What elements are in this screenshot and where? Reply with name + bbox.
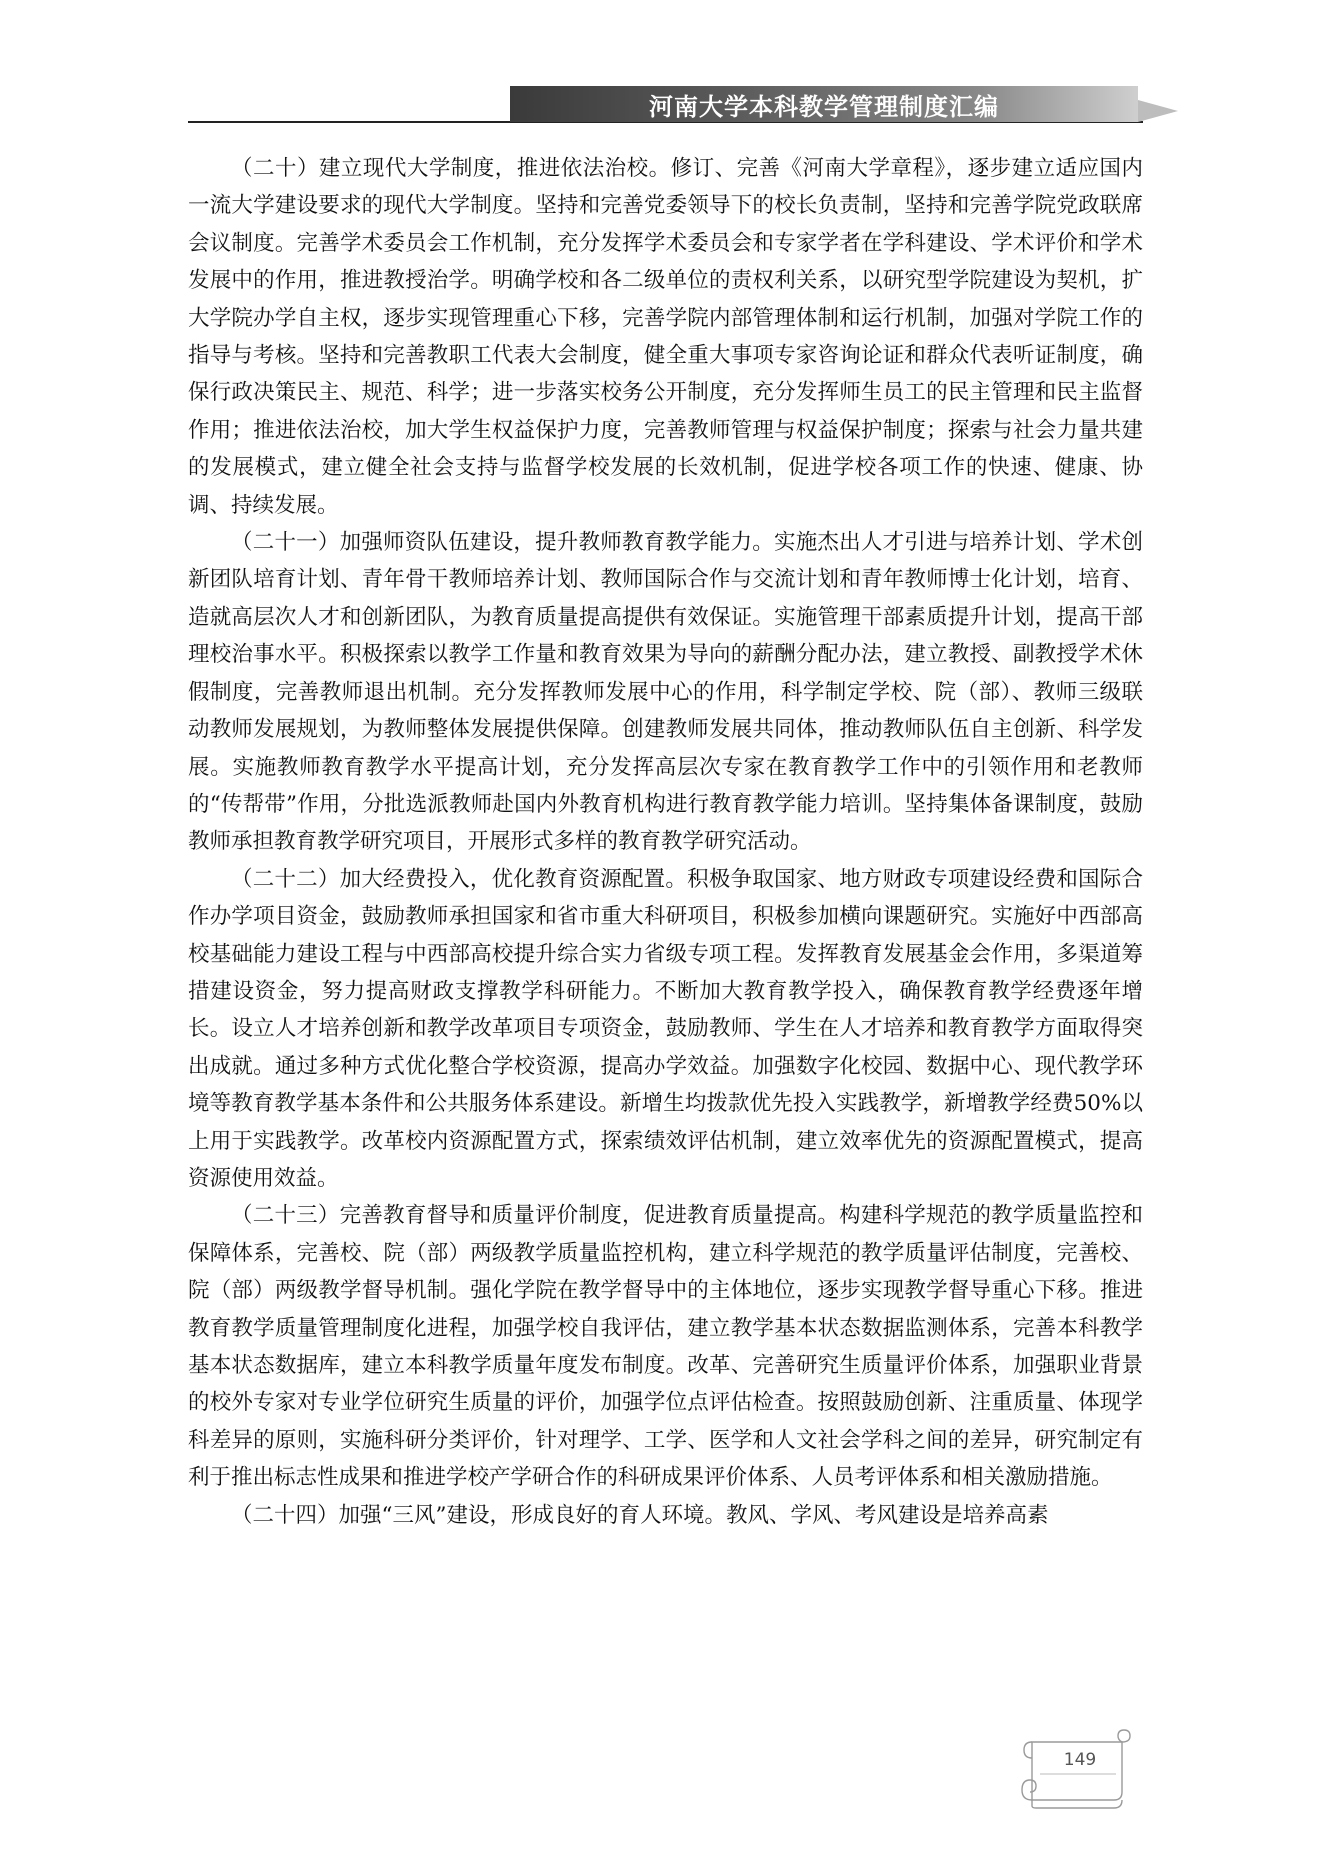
document-body	[188, 150, 1143, 1534]
running-header	[510, 86, 1138, 122]
page-number: 149	[1063, 1750, 1097, 1770]
paragraph-24: （二十四）加强“三风”建设，形成良好的育人环境。教风、学风、考风建设是培养高素	[231, 1502, 1049, 1528]
header-arrow-icon	[1138, 100, 1178, 122]
paragraph-22: （二十二）加大经费投入，优化教育资源配置。积极争取国家、地方财政专项建设经费和国际合作办学项目资金，鼓励教师承担国家和省市重大科研项目，积极参加横向课题研究。实施好中西部高校基础能力建设工程与中西部高校提升综合实力省级专项工程。发挥教育发展基金会作用，多渠道筹措建设资金，努力提高财政支撑教学科研能力。不断加大教育教学投入，确保教育教学经费逐年增长。设立人才培养创新和教学改革项目专项资金，鼓励教师、学生在人才培养和教育教学方面取得突出成就。通过多种方式优化整合学校资源，提高办学效益。加强数字化校园、数据中心、现代教学环境等教育教学基本条件和公共服务体系建设。新增生均拨款优先投入实践教学，新增教学经费50%以上用于实践教学。改革校内资源配置方式，探索绩效评估机制，建立效率优先的资源配置模式，提高资源使用效益。	[188, 866, 1143, 1191]
running-header-title: 河南大学本科教学管理制度汇编	[649, 91, 999, 121]
page-number-badge	[1018, 1728, 1136, 1810]
paragraph-21: （二十一）加强师资队伍建设，提升教师教育教学能力。实施杰出人才引进与培养计划、学术创新团队培育计划、青年骨干教师培养计划、教师国际合作与交流计划和青年教师博士化计划，培育、造就高层次人才和创新团队，为教育质量提高提供有效保证。实施管理干部素质提升计划，提高干部理校治事水平。积极探索以教学工作量和教育效果为导向的薪酬分配办法，建立教授、副教授学术休假制度，完善教师退出机制。充分发挥教师发展中心的作用，科学制定学校、院（部）、教师三级联动教师发展规划，为教师整体发展提供保障。创建教师发展共同体，推动教师队伍自主创新、科学发展。实施教师教育教学水平提高计划，充分发挥高层次专家在教育教学工作中的引领作用和老教师的“传帮带”作用，分批选派教师赴国内外教育机构进行教育教学能力培训。坚持集体备课制度，鼓励教师承担教育教学研究项目，开展形式多样的教育教学研究活动。	[188, 530, 1143, 855]
paragraph-20: （二十）建立现代大学制度，推进依法治校。修订、完善《河南大学章程》，逐步建立适应国内一流大学建设要求的现代大学制度。坚持和完善党委领导下的校长负责制，坚持和完善学院党政联席会议制度。完善学术委员会工作机制，充分发挥学术委员会和专家学者在学科建设、学术评价和学术发展中的作用，推进教授治学。明确学校和各二级单位的责权利关系，以研究型学院建设为契机，扩大学院办学自主权，逐步实现管理重心下移，完善学院内部管理体制和运行机制，加强对学院工作的指导与考核。坚持和完善教职工代表大会制度，健全重大事项专家咨询论证和群众代表听证制度，确保行政决策民主、规范、科学；进一步落实校务公开制度，充分发挥师生员工的民主管理和民主监督作用；推进依法治校，加大学生权益保护力度，完善教师管理与权益保护制度；探索与社会力量共建的发展模式，建立健全社会支持与监督学校发展的长效机制，促进学校各项工作的快速、健康、协调、持续发展。	[188, 156, 1143, 518]
paragraph-23: （二十三）完善教育督导和质量评价制度，促进教育质量提高。构建科学规范的教学质量监控和保障体系，完善校、院（部）两级教学质量监控机构，建立科学规范的教学质量评估制度，完善校、院（部）两级教学督导机制。强化学院在教学督导中的主体地位，逐步实现教学督导重心下移。推进教育教学质量管理制度化进程，加强学校自我评估，建立教学基本状态数据监测体系，完善本科教学基本状态数据库，建立本科教学质量年度发布制度。改革、完善研究生质量评价体系，加强职业背景的校外专家对专业学位研究生质量的评价，加强学位点评估检查。按照鼓励创新、注重质量、体现学科差异的原则，实施科研分类评价，针对理学、工学、医学和人文社会学科之间的差异，研究制定有利于推出标志性成果和推进学校产学研合作的科研成果评价体系、人员考评体系和相关激励措施。	[188, 1203, 1143, 1491]
